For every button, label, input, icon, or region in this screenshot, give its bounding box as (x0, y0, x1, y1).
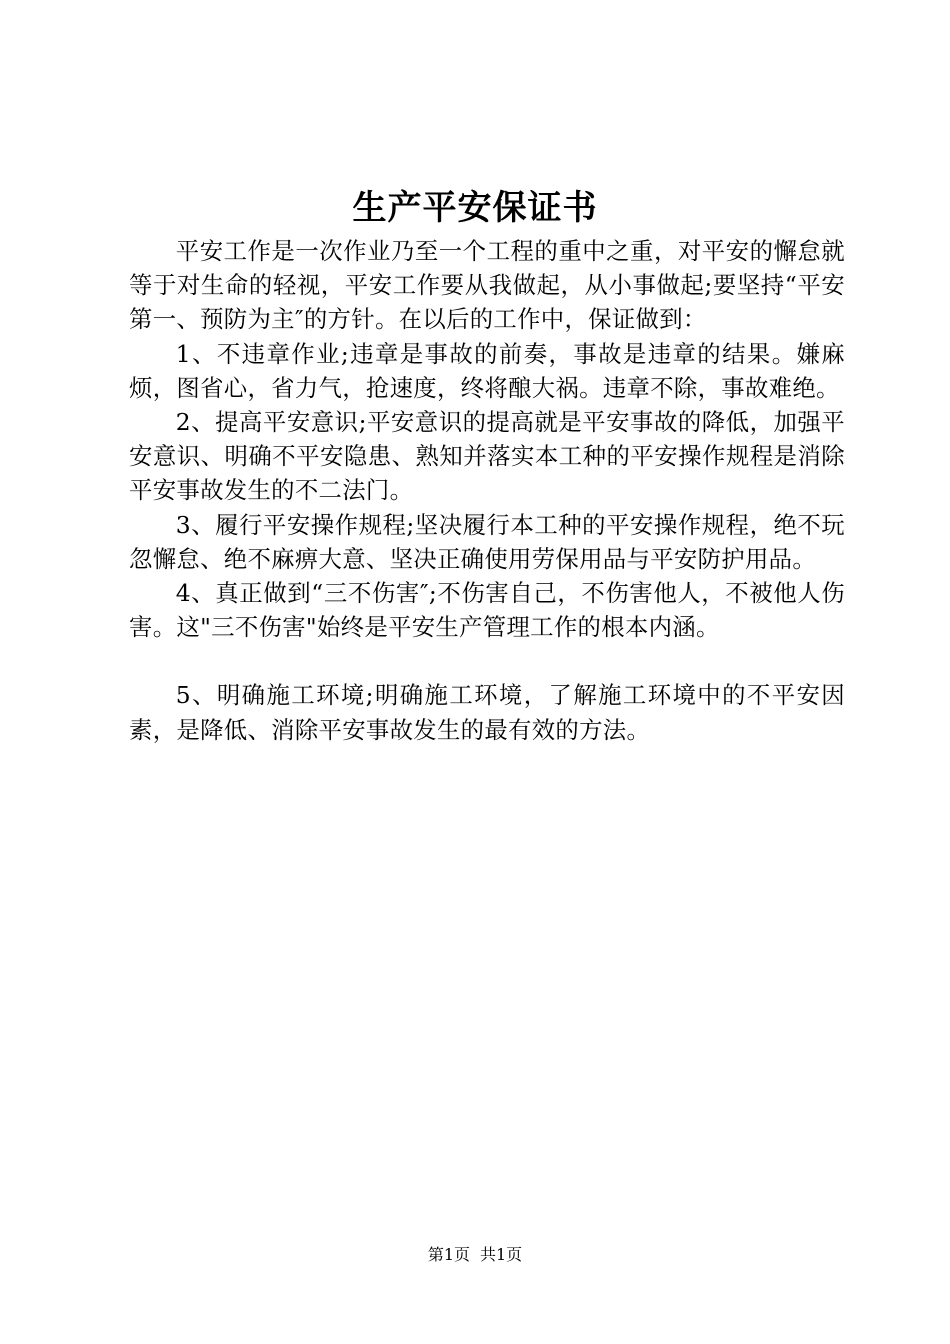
clause-5-paragraph: 5、明确施工环境;明确施工环境，了解施工环境中的不平安因素，是降低、消除平安事故发生的最有效的方法。 (129, 681, 845, 744)
page-footer (0, 1244, 950, 1266)
document-body (129, 234, 845, 747)
page-number-total: 共1页 (480, 1245, 523, 1264)
clause-1-paragraph: 1、不违章作业;违章是事故的前奏，事故是违章的结果。嫌麻烦，图省心，省力气，抢速度，终将酿大祸。违章不除，事故难绝。 (129, 339, 845, 402)
document-title: 生产平安保证书 (352, 188, 598, 228)
clause-2-paragraph: 2、提高平安意识;平安意识的提高就是平安事故的降低，加强平安意识、明确不平安隐患、熟知并落实本工种的平安操作规程是消除平安事故发生的不二法门。 (129, 408, 845, 505)
clause-3-paragraph: 3、履行平安操作规程;坚决履行本工种的平安操作规程，绝不玩忽懈怠、绝不麻痹大意、坚决正确使用劳保用品与平安防护用品。 (129, 510, 845, 573)
intro-paragraph: 平安工作是一次作业乃至一个工程的重中之重，对平安的懈怠就等于对生命的轻视，平安工作要从我做起，从小事做起;要坚持“平安第一、预防为主″的方针。在以后的工作中，保证做到： (129, 237, 845, 334)
clause-4-paragraph: 4、真正做到“三不伤害″;不伤害自己，不伤害他人，不被他人伤害。这"三不伤害"始终是平安生产管理工作的根本内涵。 (129, 579, 845, 642)
page-number-current: 第1页 (427, 1245, 470, 1264)
